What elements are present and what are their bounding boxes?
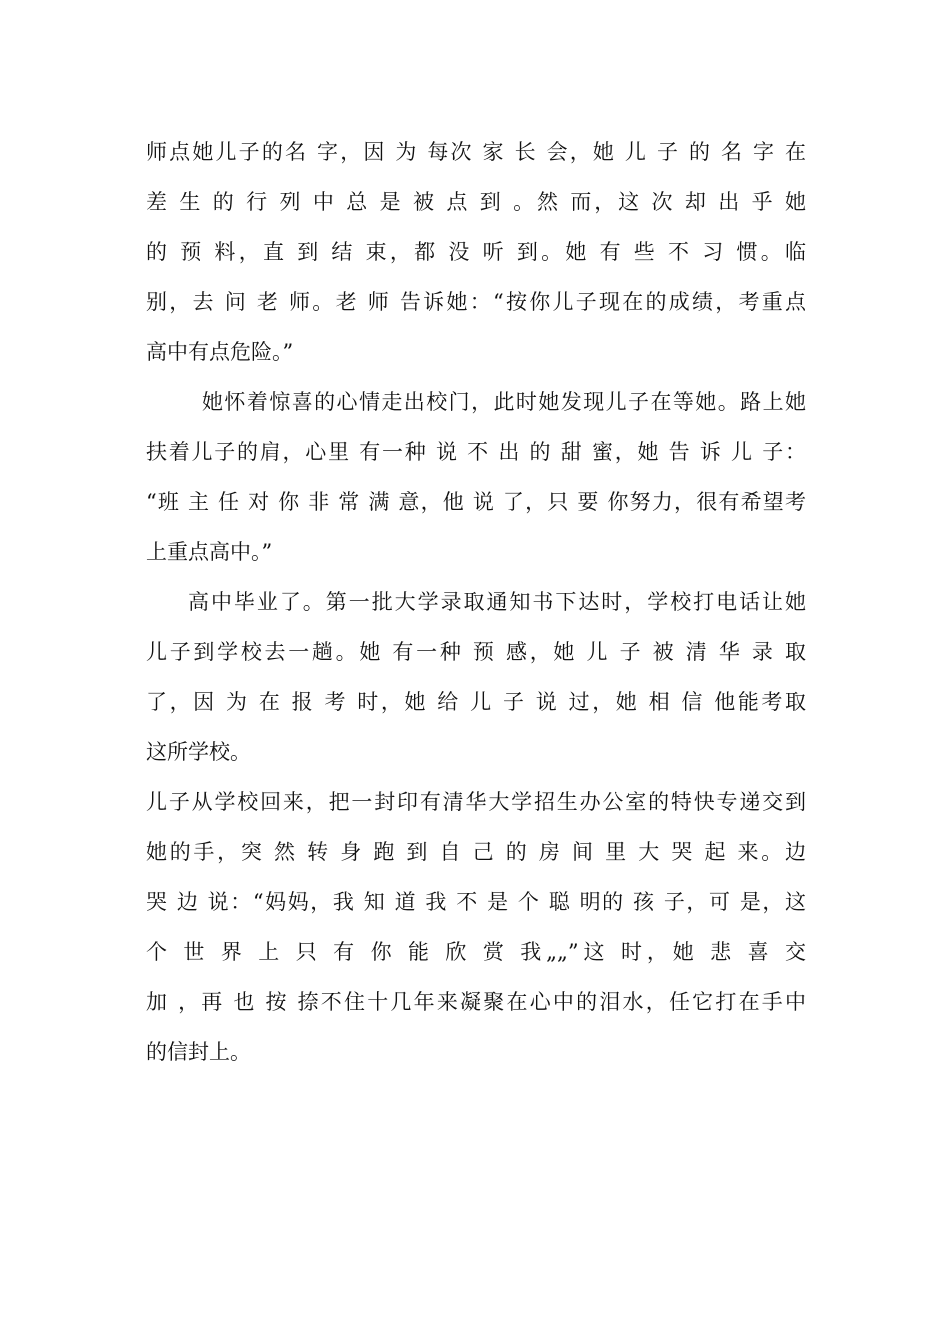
paragraph-1 — [146, 132, 806, 382]
text-line: 加 ，再 也 按 捺不住十几年来凝聚在心中的泪水，任它打在手中 — [146, 990, 806, 1014]
text-line: 高中毕业了。第一批大学录取通知书下达时，学校打电话让她 — [188, 590, 806, 614]
paragraph-4 — [146, 782, 806, 1082]
text-line: 的 预 料，直 到 结 束，都 没 听 到。她 有 些 不 习 惯。临 — [146, 240, 806, 264]
text-line: 差 生 的 行 列 中 总 是 被 点 到 。然 而，这 次 却 出 乎 她 — [146, 190, 806, 214]
text-line: 高中有点危险。” — [146, 340, 294, 364]
text-line: 师点她儿子的名 字，因 为 每次 家 长 会，她 儿 子 的 名 字 在 — [146, 140, 806, 164]
text-line: 扶着儿子的肩，心里 有一种 说 不 出 的 甜 蜜，她 告 诉 儿 子： — [146, 440, 806, 464]
text-line: “班 主 任 对 你 非 常 满 意，他 说 了，只 要 你努力，很有希望考 — [146, 490, 806, 514]
text-line: 她的手，突 然 转 身 跑 到 自 己 的 房 间 里 大 哭 起 来。边 — [146, 840, 806, 864]
text-line: 儿子到学校去一趟。她 有一种 预 感，她 儿 子 被 清 华 录 取 — [146, 640, 806, 664]
text-line: 个 世 界 上 只 有 你 能 欣 赏 我„„”这 时，她 悲 喜 交 — [146, 940, 806, 964]
text-line: 了，因 为 在 报 考 时，她 给 儿 子 说 过，她 相 信 他能考取 — [146, 690, 806, 714]
text-line: 上重点高中。” — [146, 540, 273, 564]
text-line: 哭 边 说：“妈妈，我 知 道 我 不 是 个 聪 明的 孩 子，可 是，这 — [146, 890, 806, 914]
text-line: 这所学校。 — [146, 740, 251, 764]
document-body — [146, 132, 806, 1082]
text-line: 她怀着惊喜的心情走出校门，此时她发现儿子在等她。路上她 — [202, 390, 806, 414]
paragraph-2 — [146, 382, 806, 582]
paragraph-3 — [146, 582, 806, 782]
text-line: 的信封上。 — [146, 1040, 251, 1064]
text-line: 别，去 问 老 师。老 师 告诉她：“按你儿子现在的成绩，考重点 — [146, 290, 806, 314]
text-line: 儿子从学校回来，把一封印有清华大学招生办公室的特快专递交到 — [146, 790, 806, 814]
